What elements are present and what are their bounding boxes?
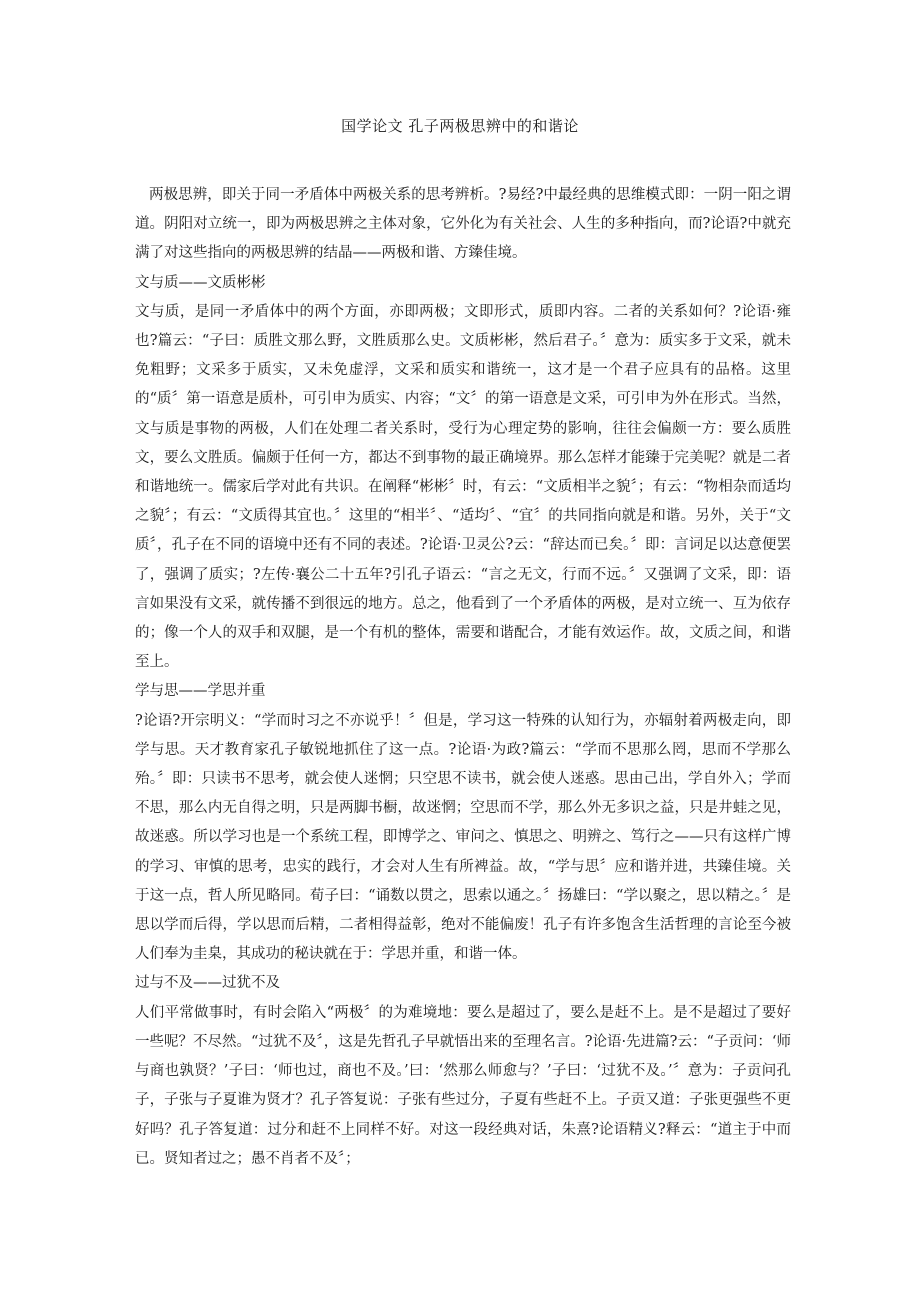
section-paragraph-guo-buji: 人们平常做事时，有时会陷入“两极〞的为难境地：要么是超过了，要么是赶不上。是不是超过了要好一些呢？不尽然。“过犹不及〞，这是先哲孔子早就悟出来的至理名言。?论语·先进篇?云：“子贡问：‘师与商也孰贤？’子曰：‘师也过，商也不及。’曰：‘然那么师愈与？’子曰：‘过犹不及。’〞意为：子贡问孔子，子张与子夏谁为贤才？孔子答复说：子张有些过分，子夏有些赶不上。子贡又道：子张更强些不更好吗？孔子答复道：过分和赶不上同样不好。对这一段经典对话，朱熹?论语精义?释云：“道主于中而已。贤知者过之；愚不肖者不及〞； <box>135 1004 791 1167</box>
section-heading-guo-buji: 过与不及——过犹不及 <box>135 975 280 992</box>
section-heading-xue-si: 学与思——学思并重 <box>135 683 266 700</box>
section-paragraph-xue-si: ?论语?开宗明义：“学而时习之不亦说乎！〞但是，学习这一特殊的认知行为，亦辐射着两极走向，即学与思。天才教育家孔子敏锐地抓住了这一点。?论语·为政?篇云：“学而不思那么罔，思而不学那么殆。〞即：只读书不思考，就会使人迷惘；只空思不读书，就会使人迷惑。思由己出，学自外入；学而不思，那么内无自得之明，只是两脚书橱，故迷惘；空思而不学，那么外无多识之益，只是井蛙之见，故迷惑。所以学习也是一个系统工程，即博学之、审问之、慎思之、明辨之、笃行之——只有这样广博的学习、审慎的思考，忠实的践行，才会对人生有所裨益。故，“学与思〞应和谐并进，共臻佳境。关于这一点，哲人所见略同。荀子曰：“诵数以贯之，思索以通之。〞扬雄曰：“学以聚之，思以精之。〞是思以学而后得，学以思而后精，二者相得益彰，绝对不能偏废！孔子有许多饱含生活哲理的言论至今被人们奉为圭臬，其成功的秘诀就在于：学思并重，和谐一体。 <box>135 712 791 963</box>
section-heading-wen-zhi: 文与质——文质彬彬 <box>135 274 266 291</box>
document-body <box>135 181 791 1174</box>
intro-paragraph: 两极思辨，即关于同一矛盾体中两极关系的思考辨析。?易经?中最经典的思维模式即：一阴一阳之谓道。阴阳对立统一，即为两极思辨之主体对象，它外化为有关社会、人生的多种指向，而?论语?中就充满了对这些指向的两极思辨的结晶——两极和谐、方臻佳境。 <box>135 187 791 262</box>
document-title: 国学论文 孔子两极思辨中的和谐论 <box>341 117 579 135</box>
section-paragraph-wen-zhi: 文与质，是同一矛盾体中的两个方面，亦即两极；文即形式，质即内容。二者的关系如何？?论语·雍也?篇云：“子曰：质胜文那么野，文胜质那么史。文质彬彬，然后君子。〞意为：质实多于文采，就未免粗野；文采多于质实，又未免虚浮，文采和质实和谐统一，这才是一个君子应具有的品格。这里的“质〞第一语意是质朴，可引申为质实、内容；“文〞的第一语意是文采，可引申为外在形式。当然，文与质是事物的两极，人们在处理二者关系时，受行为心理定势的影响，往往会偏颇一方：要么质胜文，要么文胜质。偏颇于任何一方，都达不到事物的最正确境界。那么怎样才能臻于完美呢？就是二者和谐地统一。儒家后学对此有共识。在阐释“彬彬〞时，有云：“文质相半之貌〞；有云：“物相杂而适均之貌〞；有云：“文质得其宜也。〞这里的“相半〞、“适均〞、“宜〞的共同指向就是和谐。另外，关于“文质〞，孔子在不同的语境中还有不同的表述。?论语·卫灵公?云：“辞达而已矣。〞即：言词足以达意便罢了，强调了质实；?左传·襄公二十五年?引孔子语云：“言之无文，行而不远。〞又强调了文采，即：语言如果没有文采，就传播不到很远的地方。总之，他看到了一个矛盾体的两极，是对立统一、互为依存的；像一个人的双手和双腿，是一个有机的整体，需要和谐配合，才能有效运作。故，文质之间，和谐至上。 <box>135 303 791 671</box>
